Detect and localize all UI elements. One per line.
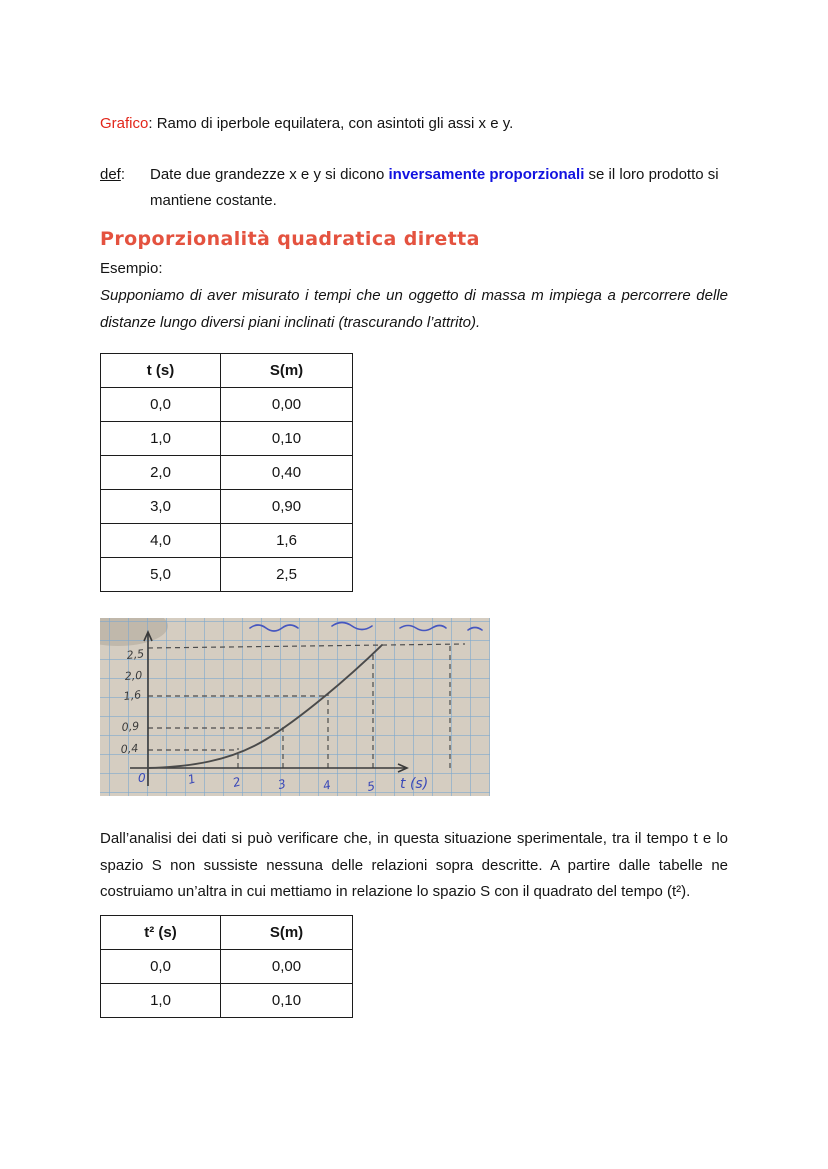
- definition-row: [100, 162, 728, 214]
- def-term: [100, 162, 150, 188]
- grafico-text: : Ramo di iperbole equilatera, con asintoti gli assi x e y.: [148, 115, 514, 132]
- table1-header-row: [101, 354, 353, 388]
- cell-s: 0,10: [221, 422, 353, 456]
- cell-s: 0,10: [221, 983, 353, 1017]
- graph-x-label: 4: [321, 777, 333, 793]
- def-term-colon: :: [120, 166, 126, 183]
- section-heading: Proporzionalità quadratica diretta: [100, 228, 480, 250]
- table1-header-t: t (s): [101, 354, 221, 388]
- cell-t: 1,0: [101, 422, 221, 456]
- graph-x-label: 2: [231, 774, 243, 790]
- cell-s: 2,5: [221, 558, 353, 592]
- graph-origin-label: 0: [138, 771, 146, 785]
- graph-axis-label: t (s): [400, 776, 429, 792]
- grafico-label: Grafico: [100, 115, 149, 132]
- cell-s: 0,00: [221, 949, 353, 983]
- table2-header-s: S(m): [221, 915, 353, 949]
- table-row: [101, 388, 353, 422]
- cell-t: 4,0: [101, 524, 221, 558]
- handdrawn-graph: [100, 618, 490, 796]
- table2-header-row: [101, 915, 353, 949]
- graph-y-label: 2,0: [124, 668, 143, 683]
- cell-t: 3,0: [101, 490, 221, 524]
- table-row: [101, 558, 353, 592]
- table-row: [101, 524, 353, 558]
- graph-x-label: 3: [276, 776, 288, 792]
- grafico-line: [100, 113, 728, 135]
- table-row: [101, 456, 353, 490]
- cell-s: 0,00: [221, 388, 353, 422]
- table-row: [101, 983, 353, 1017]
- cell-t: 0,0: [101, 388, 221, 422]
- esempio-label: Esempio:: [100, 260, 163, 277]
- cell-t: 5,0: [101, 558, 221, 592]
- def-highlight: inversamente proporzionali: [388, 166, 585, 183]
- graph-y-label: 0,9: [121, 719, 140, 734]
- cell-t2: 1,0: [101, 983, 221, 1017]
- example-paragraph: Supponiamo di aver misurato i tempi che un oggetto di massa m impiega a percorrere delle distanze lungo diversi piani inclinati (trascurando l’attrito).: [100, 287, 728, 331]
- graph-y-label: 1,6: [122, 688, 142, 703]
- graph-x-label: 5: [366, 778, 377, 794]
- table1-header-s: S(m): [221, 354, 353, 388]
- table-row: [101, 949, 353, 983]
- data-table-2: [100, 915, 353, 1018]
- table-row: [101, 422, 353, 456]
- graph-x-label: 1: [186, 771, 198, 787]
- graph-y-label: 0,4: [120, 741, 139, 756]
- table-row: [101, 490, 353, 524]
- graph-photo: [100, 618, 490, 796]
- table2-header-t2: t² (s): [101, 915, 221, 949]
- data-table-1: [100, 353, 353, 592]
- cell-s: 0,90: [221, 490, 353, 524]
- def-term-word: def: [100, 166, 121, 183]
- cell-s: 1,6: [221, 524, 353, 558]
- analysis-paragraph: Dall’analisi dei dati si può verificare che, in questa situazione sperimentale, tra il tempo t e lo spazio S non sussiste nessuna delle relazioni sopra descritte. A partire dalle tabelle ne costruiamo un’altra in cui mettiamo in relazione lo spazio S con il quadrato del tempo (t²).: [100, 830, 728, 900]
- cell-t: 2,0: [101, 456, 221, 490]
- cell-s: 0,40: [221, 456, 353, 490]
- cell-t2: 0,0: [101, 949, 221, 983]
- def-text-before: Date due grandezze x e y si dicono: [150, 166, 389, 183]
- def-text: [150, 162, 728, 214]
- def-text-after: se il loro prodotto si mantiene costante.: [150, 166, 719, 209]
- graph-y-label: 2,5: [125, 647, 145, 662]
